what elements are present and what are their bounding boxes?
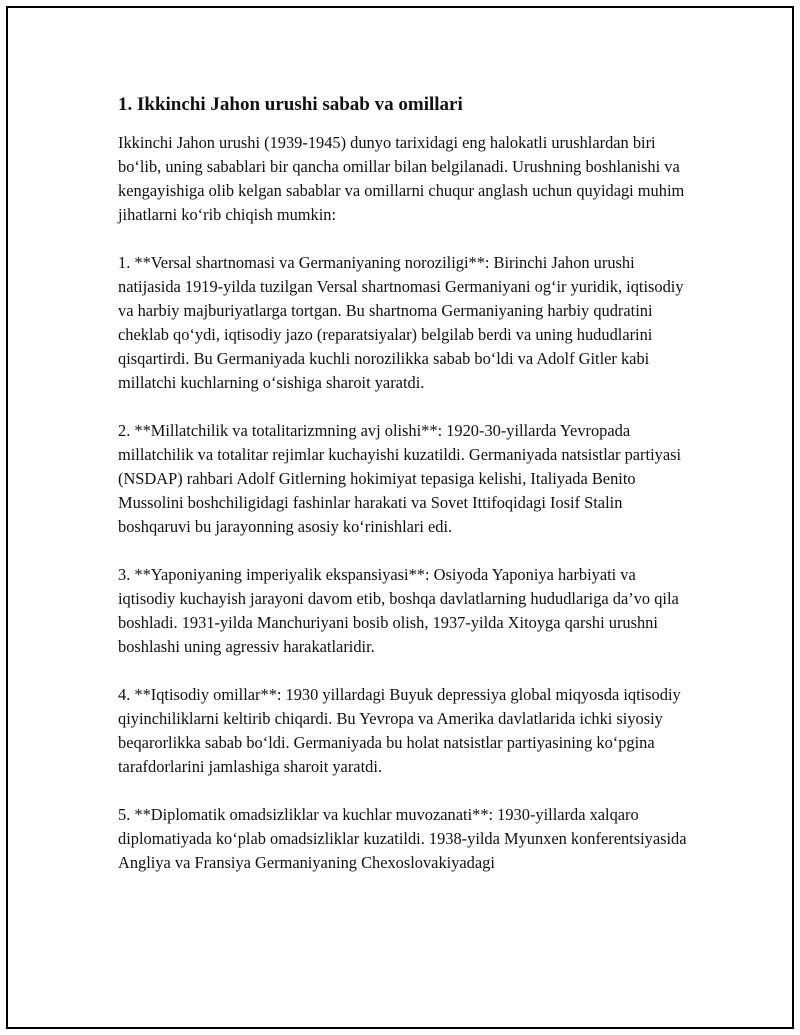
- paragraph-japan: 3. **Yaponiyaning imperiyalik ekspansiyasi**: Osiyoda Yaponiya harbiyati va iqtisodiy kuchayish jarayoni davom etib, boshqa davlatlarning hududlariga da’vo qila boshladi. 1931-yilda Manchuriyani bosib olish, 1937-yilda Xitoyga qarshi urushni boshlashi uning agressiv harakatlaridir.: [118, 565, 679, 656]
- document-heading: 1. Ikkinchi Jahon urushi sabab va omillari: [118, 94, 463, 115]
- paragraph-versailles: 1. **Versal shartnomasi va Germaniyaning noroziligi**: Birinchi Jahon urushi natijasida 1919-yilda tuzilgan Versal shartnomasi Germaniyani og‘ir yuridik, iqtisodiy va harbiy majburiyatlarga tortgan. Bu shartnoma Germaniyaning harbiy qudratini cheklab qo‘ydi, iqtisodiy jazo (reparatsiyalar) belgilab berdi va uning hududlarini qisqartirdi. Bu Germaniyada kuchli norozilikka sabab bo‘ldi va Adolf Gitler kabi millatchi kuchlarning o‘sishiga sharoit yaratdi.: [118, 253, 684, 392]
- document-body: [118, 92, 688, 899]
- intro-paragraph: Ikkinchi Jahon urushi (1939-1945) dunyo tarixidagi eng halokatli urushlardan biri bo‘lib, uning sabablari bir qancha omillar bilan belgilanadi. Urushning boshlanishi va kengayishiga olib kelgan sabablar va omillarni chuqur anglash uchun quyidagi muhim jihatlarni ko‘rib chiqish mumkin:: [118, 133, 685, 224]
- paragraph-economic: 4. **Iqtisodiy omillar**: 1930 yillardagi Buyuk depressiya global miqyosda iqtisodiy qiyinchiliklarni keltirib chiqardi. Bu Yevropa va Amerika davlatlarida ichki siyosiy beqarorlikka sabab bo‘ldi. Germaniyada bu holat natsistlar partiyasining ko‘pgina tarafdorlarini jamlashiga sharoit yaratdi.: [118, 685, 681, 776]
- paragraph-nationalism: 2. **Millatchilik va totalitarizmning avj olishi**: 1920-30-yillarda Yevropada millatchilik va totalitar rejimlar kuchayishi kuzatildi. Germaniyada natsistlar partiyasi (NSDAP) rahbari Adolf Gitlerning hokimiyat tepasiga kelishi, Italiyada Benito Mussolini boshchiligidagi fashinlar harakati va Sovet Ittifoqidagi Iosif Stalin boshqaruvi bu jarayonning asosiy ko‘rinishlari edi.: [118, 421, 682, 536]
- paragraph-diplomatic: 5. **Diplomatik omadsizliklar va kuchlar muvozanati**: 1930-yillarda xalqaro diplomatiyada ko‘plab omadsizliklar kuzatildi. 1938-yilda Myunxen konferentsiyasida Angliya va Fransiya Germaniyaning Chexoslovakiyadagi: [118, 805, 687, 872]
